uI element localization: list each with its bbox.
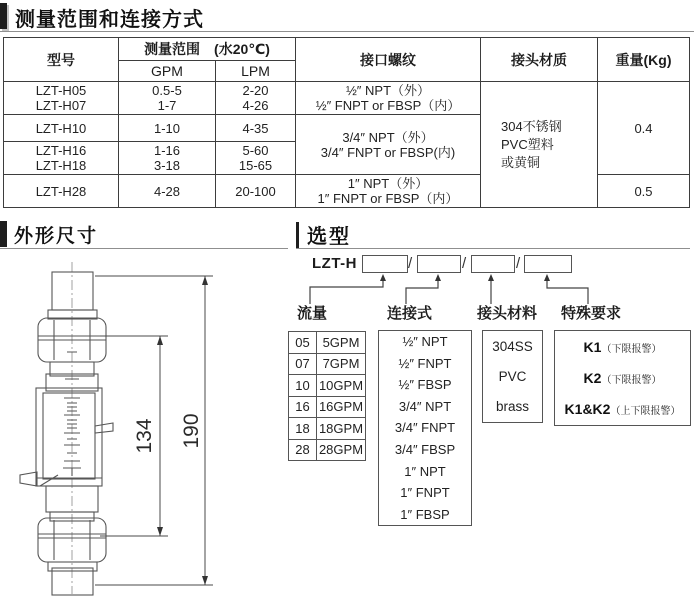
gpm-value: 3-18 <box>153 158 181 173</box>
model-value: LZT-H16 <box>35 143 87 158</box>
flow-options-table <box>288 331 366 461</box>
model-prefix: LZT-H <box>312 255 357 272</box>
gpm-cell <box>119 142 216 175</box>
connection-option: ½″ FNPT <box>398 355 452 371</box>
connection-option: ½″ FBSP <box>398 377 452 393</box>
dim-total-label: 190 <box>180 413 203 449</box>
outline-drawing <box>0 250 240 596</box>
special-code: K2 <box>583 369 602 386</box>
thread-line: ½″ FNPT or FBSP（内） <box>315 98 461 113</box>
thread-cell <box>296 115 481 175</box>
flow-code: 16 <box>289 396 317 418</box>
col-header-range: 测量范围 (水20℃) <box>119 38 296 61</box>
weight-cell: 0.4 <box>598 82 690 175</box>
model-cell <box>4 142 119 175</box>
gpm-cell: 4-28 <box>119 175 216 208</box>
material-line: PVC塑料 <box>501 136 554 152</box>
special-options-box <box>554 330 691 426</box>
section-bar <box>296 222 299 248</box>
dim-inner-label: 134 <box>133 418 156 454</box>
flow-value: 5GPM <box>317 332 366 354</box>
special-option <box>584 370 662 386</box>
material-options-box <box>482 330 543 423</box>
model-code-box-material <box>471 255 515 273</box>
flow-code: 10 <box>289 375 317 397</box>
title-underline <box>0 31 694 32</box>
connection-label: 连接式 <box>387 305 433 322</box>
connection-option: 1″ FNPT <box>400 485 450 501</box>
flow-value: 18GPM <box>317 418 366 440</box>
flow-code: 05 <box>289 332 317 354</box>
title-underline <box>0 248 288 249</box>
flow-code: 18 <box>289 418 317 440</box>
special-note: （下限报警） <box>601 343 662 355</box>
meter-body-outline <box>20 272 113 595</box>
model-cell: LZT-H28 <box>4 175 119 208</box>
thread-line: 1″ FNPT or FBSP（内） <box>317 191 459 206</box>
col-header-thread: 接口螺纹 <box>296 38 481 82</box>
flow-option-row <box>289 353 366 375</box>
lpm-value: 15-65 <box>238 158 273 173</box>
slash-separator: / <box>408 255 413 272</box>
material-option: PVC <box>498 368 527 384</box>
selection-section-title: 选型 <box>307 226 351 248</box>
model-value: LZT-H18 <box>35 158 87 173</box>
section-bar <box>0 221 7 247</box>
gpm-cell: 1-10 <box>119 115 216 142</box>
model-code-box-special <box>524 255 572 273</box>
special-code: K1 <box>583 338 602 355</box>
material-line: 304不锈钢 <box>501 118 562 134</box>
thread-line: 1″ NPT（外） <box>347 176 429 191</box>
material-option: brass <box>495 399 529 415</box>
special-option <box>565 401 681 417</box>
connection-options-box <box>378 330 472 526</box>
lpm-cell: 20-100 <box>216 175 296 208</box>
model-cell: LZT-H10 <box>4 115 119 142</box>
flow-value: 7GPM <box>317 353 366 375</box>
model-cell <box>4 82 119 115</box>
thread-line: 3/4″ NPT（外） <box>342 129 434 145</box>
flow-option-row <box>289 375 366 397</box>
material-cell <box>481 82 598 208</box>
model-value: LZT-H07 <box>35 98 87 113</box>
connection-option: 1″ NPT <box>404 463 446 479</box>
col-header-weight: 重量(Kg) <box>598 38 690 82</box>
model-value: LZT-H05 <box>35 83 87 98</box>
flow-label: 流量 <box>297 305 328 322</box>
gpm-value: 1-16 <box>153 143 181 158</box>
flow-option-row <box>289 418 366 440</box>
flow-value: 10GPM <box>317 375 366 397</box>
special-code: K1&K2 <box>564 401 611 418</box>
slash-separator: / <box>516 255 521 272</box>
title-underline <box>296 248 690 249</box>
flow-value: 16GPM <box>317 396 366 418</box>
flow-option-row <box>289 396 366 418</box>
material-line: 或黄铜 <box>501 154 541 170</box>
connection-option: 3/4″ FBSP <box>394 442 456 457</box>
col-header-model: 型号 <box>4 38 119 82</box>
col-header-material: 接头材质 <box>481 38 598 82</box>
thread-cell <box>296 82 481 115</box>
selection-arrows <box>295 272 694 304</box>
special-note: （上下限报警） <box>610 406 681 418</box>
thread-cell <box>296 175 481 208</box>
lpm-value: 2-20 <box>242 83 269 98</box>
lpm-cell <box>216 142 296 175</box>
lpm-cell <box>216 82 296 115</box>
section-bar <box>0 3 7 29</box>
gpm-value: 0.5-5 <box>152 83 182 98</box>
col-header-lpm: LPM <box>216 61 296 82</box>
dimensions-section-title: 外形尺寸 <box>14 226 99 247</box>
special-note: （下限报警） <box>601 374 662 386</box>
connection-option: 1″ FBSP <box>400 506 450 522</box>
flow-option-row <box>289 439 366 461</box>
lpm-value: 4-26 <box>242 98 269 113</box>
material-label: 接头材料 <box>477 305 538 322</box>
flow-code: 07 <box>289 353 317 375</box>
flow-option-row <box>289 332 366 354</box>
gpm-cell <box>119 82 216 115</box>
lpm-value: 5-60 <box>242 143 269 158</box>
special-option <box>584 339 662 355</box>
slash-separator: / <box>462 255 467 272</box>
flow-value: 28GPM <box>317 439 366 461</box>
material-option: 304SS <box>492 338 533 354</box>
model-code-box-connection <box>417 255 461 273</box>
flow-code: 28 <box>289 439 317 461</box>
lpm-cell: 4-35 <box>216 115 296 142</box>
table-row <box>4 82 690 115</box>
col-header-gpm: GPM <box>119 61 216 82</box>
connection-option: 3/4″ NPT <box>398 398 452 414</box>
thread-line: ½″ NPT（外） <box>345 83 431 98</box>
spec-table <box>3 37 690 208</box>
thread-line: 3/4″ FNPT or FBSP(内) <box>320 144 456 160</box>
connection-option: ½″ NPT <box>402 334 448 350</box>
connection-option: 3/4″ FNPT <box>394 420 456 436</box>
model-code-box-flow <box>362 255 408 273</box>
weight-cell: 0.5 <box>598 175 690 208</box>
spec-section-title: 测量范围和连接方式 <box>15 9 204 31</box>
special-label: 特殊要求 <box>561 305 622 322</box>
gpm-value: 1-7 <box>157 98 177 113</box>
